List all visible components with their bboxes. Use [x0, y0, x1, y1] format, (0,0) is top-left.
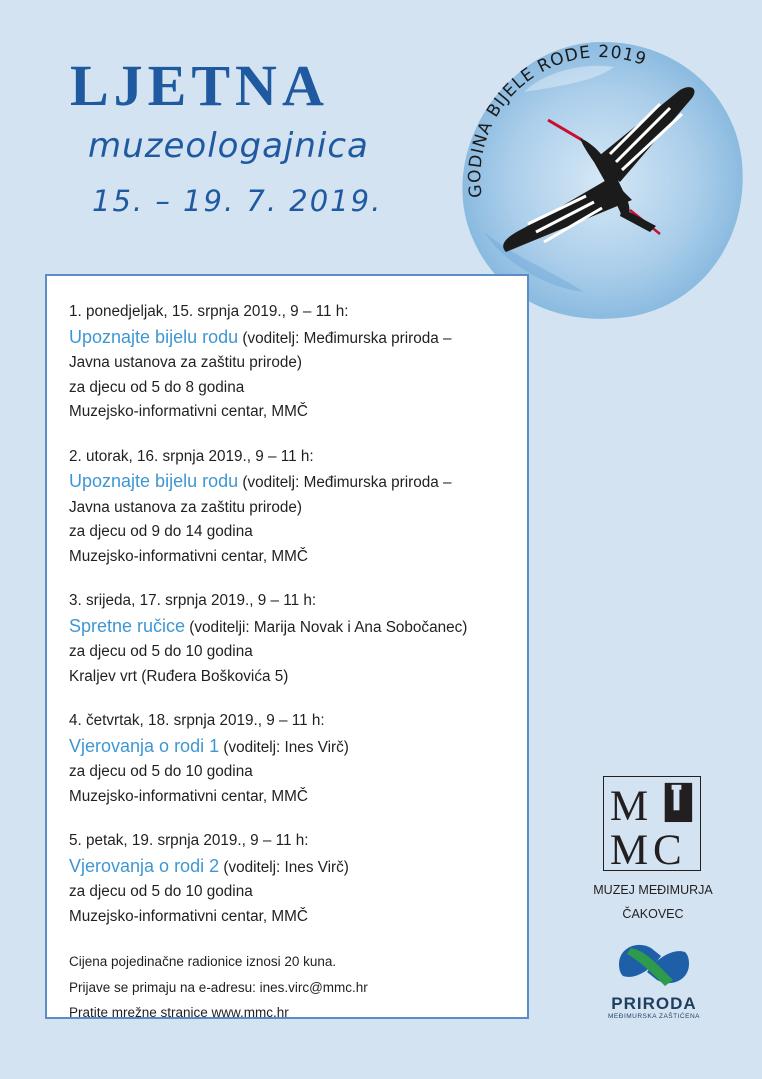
program-day-3 — [69, 589, 507, 689]
location: Kraljev vrt (Ruđera Boškovića 5) — [69, 667, 289, 685]
page-subtitle: muzeologajnica — [88, 126, 369, 166]
workshop-leader: (voditelj: Međimurska priroda – — [238, 329, 452, 347]
age-group: za djecu od 5 do 10 godina — [69, 883, 253, 900]
badge-arc-text: GODINA BIJELE RODE 2019 — [465, 42, 650, 199]
svg-text:M: M — [609, 827, 649, 871]
workshop-title: Vjerovanja o rodi 1 — [69, 735, 220, 756]
workshop-leader: (voditelj: Ines Virč) — [219, 738, 349, 756]
workshop-title: Upoznajte bijelu rodu — [69, 471, 239, 491]
workshop-leader: (voditelj: Međimurska priroda – — [238, 474, 452, 491]
age-group: za djecu od 5 do 10 godina — [69, 763, 253, 780]
website-info: Pratite mrežne stranice www.mmc.hr — [69, 1005, 289, 1020]
day-header: 1. ponedjeljak, 15. srpnja 2019., 9 – 11 h: — [69, 303, 349, 320]
age-group: za djecu od 5 do 8 godina — [69, 378, 245, 396]
location: Muzejsko-informativni centar, MMČ — [69, 403, 308, 420]
location: Muzejsko-informativni centar, MMČ — [69, 787, 308, 805]
workshop-title: Vjerovanja o rodi 2 — [69, 855, 220, 876]
program-day-4 — [69, 709, 507, 809]
page-title: LJETNA — [70, 53, 329, 118]
priroda-subtitle: MEĐIMURSKA ZAŠTIĆENA — [608, 1013, 700, 1020]
day-header: 2. utorak, 16. srpnja 2019., 9 – 11 h: — [69, 447, 314, 465]
event-dates: 15. – 19. 7. 2019. — [92, 184, 383, 218]
workshop-leader-cont: Javna ustanova za zaštitu prirode) — [69, 354, 302, 371]
workshop-leader: (voditelj: Ines Virč) — [219, 858, 349, 876]
signup-info: Prijave se primaju na e-adresu: ines.virc@mmc.hr — [69, 979, 368, 995]
day-header: 3. srijeda, 17. srpnja 2019., 9 – 11 h: — [69, 592, 317, 609]
program-box — [45, 274, 529, 1019]
day-header: 4. četvrtak, 18. srpnja 2019., 9 – 11 h: — [69, 712, 325, 729]
program-day-1 — [69, 300, 507, 425]
workshop-leader: (voditelji: Marija Novak i Ana Sobočanec) — [185, 618, 468, 636]
svg-text:C: C — [652, 827, 682, 871]
priroda-logo — [615, 936, 693, 992]
workshop-title: Spretne ručice — [69, 615, 186, 636]
mmc-name-line1: MUZEJ MEĐIMURJA — [593, 883, 713, 897]
mmc-name — [583, 878, 723, 926]
svg-text:M: M — [609, 783, 649, 831]
mmc-name-line2: ČAKOVEC — [622, 907, 684, 921]
day-header: 5. petak, 19. srpnja 2019., 9 – 11 h: — [69, 832, 309, 849]
age-group: za djecu od 9 do 14 godina — [69, 523, 253, 540]
age-group: za djecu od 5 do 10 godina — [69, 643, 253, 660]
workshop-leader-cont: Javna ustanova za zaštitu prirode) — [69, 498, 302, 516]
mmc-logo — [603, 776, 701, 871]
price-info: Cijena pojedinačne radionice iznosi 20 kuna. — [69, 954, 337, 969]
program-day-5 — [69, 829, 507, 929]
location: Muzejsko-informativni centar, MMČ — [69, 547, 308, 565]
tower-icon — [665, 783, 692, 822]
priroda-name: PRIRODA — [611, 994, 697, 1013]
workshop-title: Upoznajte bijelu rodu — [69, 326, 239, 347]
location: Muzejsko-informativni centar, MMČ — [69, 907, 308, 925]
program-day-2 — [69, 445, 507, 570]
info-footer — [69, 949, 507, 1026]
